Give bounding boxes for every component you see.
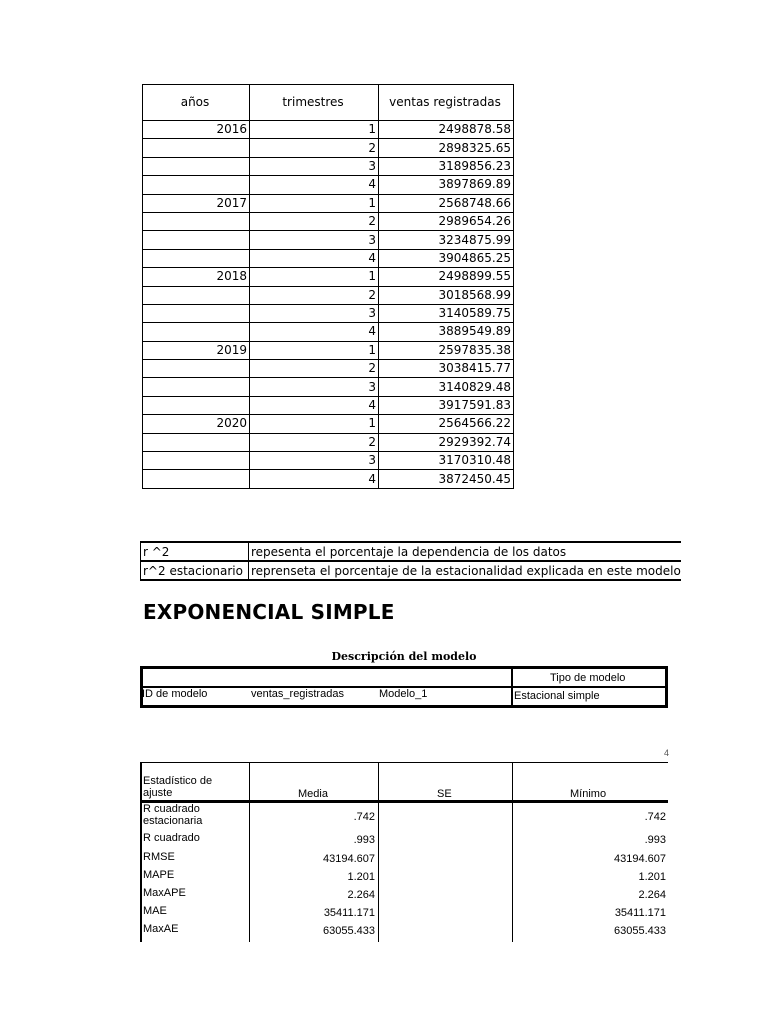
quarter-cell: 1 (250, 121, 379, 139)
model-series-name: ventas_registradas (251, 688, 344, 700)
quarter-cell: 2 (250, 360, 379, 378)
year-cell (143, 249, 250, 267)
year-cell (143, 470, 250, 488)
quarter-cell: 3 (250, 378, 379, 396)
year-cell (143, 304, 250, 322)
header-years: años (143, 85, 250, 121)
fit-stat-name: MAE (143, 905, 167, 917)
table-row (143, 396, 514, 414)
table-row (143, 194, 514, 212)
year-cell (143, 396, 250, 414)
table-row (143, 157, 514, 175)
sales-cell: 3038415.77 (379, 360, 514, 378)
year-cell (143, 286, 250, 304)
table-row (143, 212, 514, 230)
table-row (143, 341, 514, 359)
sales-cell: 3234875.99 (379, 231, 514, 249)
sales-cell: 3904865.25 (379, 249, 514, 267)
definition-row (141, 561, 681, 580)
fit-stat-name: MAPE (143, 869, 175, 881)
definition-meaning: repesenta el porcentaje la dependencia de los datos (249, 542, 681, 561)
model-description-title: Descripción del modelo (331, 650, 477, 663)
table-row (143, 286, 514, 304)
quarter-cell: 3 (250, 157, 379, 175)
sales-cell: 3018568.99 (379, 286, 514, 304)
year-cell (143, 157, 250, 175)
fit-stat-minimo: 2.264 (638, 889, 666, 901)
model-type-value: Estacional simple (514, 690, 600, 702)
sales-cell: 2989654.26 (379, 212, 514, 230)
sales-cell: 3170310.48 (379, 452, 514, 470)
definition-row (141, 542, 681, 561)
fit-stat-media: .993 (353, 834, 375, 846)
year-cell: 2016 (143, 121, 250, 139)
quarter-cell: 3 (250, 304, 379, 322)
year-cell: 2018 (143, 268, 250, 286)
quarter-cell: 1 (250, 268, 379, 286)
corner-mark: 4 (664, 748, 670, 758)
year-cell (143, 176, 250, 194)
quarter-cell: 2 (250, 139, 379, 157)
fit-stat-name: MaxAE (143, 923, 179, 935)
sales-cell: 2597835.38 (379, 341, 514, 359)
fit-header-media: Media (298, 788, 328, 800)
fit-stat-media: .742 (353, 811, 375, 823)
quarter-cell: 2 (250, 212, 379, 230)
quarter-cell: 4 (250, 249, 379, 267)
fit-stat-name: R cuadrado (143, 832, 200, 844)
definition-meaning: reprenseta el porcentaje de la estacionalidad explicada en este modelo (249, 561, 681, 580)
sales-cell: 2898325.65 (379, 139, 514, 157)
fit-stat-minimo: .742 (644, 811, 666, 823)
sales-cell: 2564566.22 (379, 415, 514, 433)
sales-cell: 3140589.75 (379, 304, 514, 322)
fit-stat-minimo: 43194.607 (614, 853, 666, 865)
table-row (143, 176, 514, 194)
model-type-header: Tipo de modelo (550, 672, 626, 684)
year-cell (143, 231, 250, 249)
header-quarters: trimestres (250, 85, 379, 121)
model-name: Modelo_1 (379, 688, 428, 700)
sales-cell: 2498899.55 (379, 268, 514, 286)
sales-cell: 2929392.74 (379, 433, 514, 451)
fit-stat-media: 63055.433 (323, 925, 375, 937)
fit-stat-name: RMSE (143, 851, 175, 863)
fit-stat-minimo: .993 (644, 834, 666, 846)
sales-table (142, 84, 514, 489)
table-row (143, 433, 514, 451)
fit-header-minimo: Mínimo (570, 788, 607, 800)
table-row (143, 231, 514, 249)
fit-stat-minimo: 35411.171 (614, 907, 666, 919)
table-row (143, 415, 514, 433)
fit-stat-media: 1.201 (347, 871, 375, 883)
sales-cell: 3189856.23 (379, 157, 514, 175)
fit-stat-name: R cuadrado estacionaria (143, 803, 203, 827)
table-row (143, 268, 514, 286)
sales-cell: 2498878.58 (379, 121, 514, 139)
sales-cell: 3897869.89 (379, 176, 514, 194)
year-cell (143, 433, 250, 451)
quarter-cell: 1 (250, 341, 379, 359)
quarter-cell: 4 (250, 176, 379, 194)
fit-stat-minimo: 1.201 (638, 871, 666, 883)
year-cell: 2019 (143, 341, 250, 359)
sales-cell: 3889549.89 (379, 323, 514, 341)
quarter-cell: 4 (250, 396, 379, 414)
quarter-cell: 2 (250, 286, 379, 304)
sales-body (143, 121, 514, 489)
quarter-cell: 4 (250, 323, 379, 341)
year-cell (143, 378, 250, 396)
table-row (143, 139, 514, 157)
year-cell (143, 323, 250, 341)
table-row (143, 304, 514, 322)
fit-header-se: SE (437, 788, 452, 800)
definition-term: r ^2 (141, 542, 249, 561)
sales-cell: 2568748.66 (379, 194, 514, 212)
definition-term: r^2 estacionario (141, 561, 249, 580)
quarter-cell: 4 (250, 470, 379, 488)
definitions-table (140, 541, 681, 581)
quarter-cell: 3 (250, 452, 379, 470)
sales-header-row (143, 85, 514, 121)
year-cell: 2017 (143, 194, 250, 212)
year-cell (143, 212, 250, 230)
year-cell: 2020 (143, 415, 250, 433)
fit-stat-media: 2.264 (347, 889, 375, 901)
table-row (143, 452, 514, 470)
quarter-cell: 1 (250, 415, 379, 433)
sales-cell: 3872450.45 (379, 470, 514, 488)
fit-stat-media: 43194.607 (323, 853, 375, 865)
fit-stat-name: MaxAPE (143, 887, 186, 899)
table-row (143, 378, 514, 396)
table-row (143, 470, 514, 488)
fit-stat-minimo: 63055.433 (614, 925, 666, 937)
year-cell (143, 139, 250, 157)
quarter-cell: 3 (250, 231, 379, 249)
table-row (143, 323, 514, 341)
sales-cell: 3917591.83 (379, 396, 514, 414)
fit-header-statistic: Estadístico de ajuste (143, 775, 213, 799)
sales-cell: 3140829.48 (379, 378, 514, 396)
table-row (143, 121, 514, 139)
header-sales: ventas registradas (379, 85, 514, 121)
quarter-cell: 2 (250, 433, 379, 451)
table-row (143, 360, 514, 378)
quarter-cell: 1 (250, 194, 379, 212)
year-cell (143, 452, 250, 470)
fit-stat-media: 35411.171 (323, 907, 375, 919)
year-cell (143, 360, 250, 378)
table-row (143, 249, 514, 267)
section-heading: EXPONENCIAL SIMPLE (143, 600, 395, 624)
model-id-label: ID de modelo (142, 688, 208, 700)
